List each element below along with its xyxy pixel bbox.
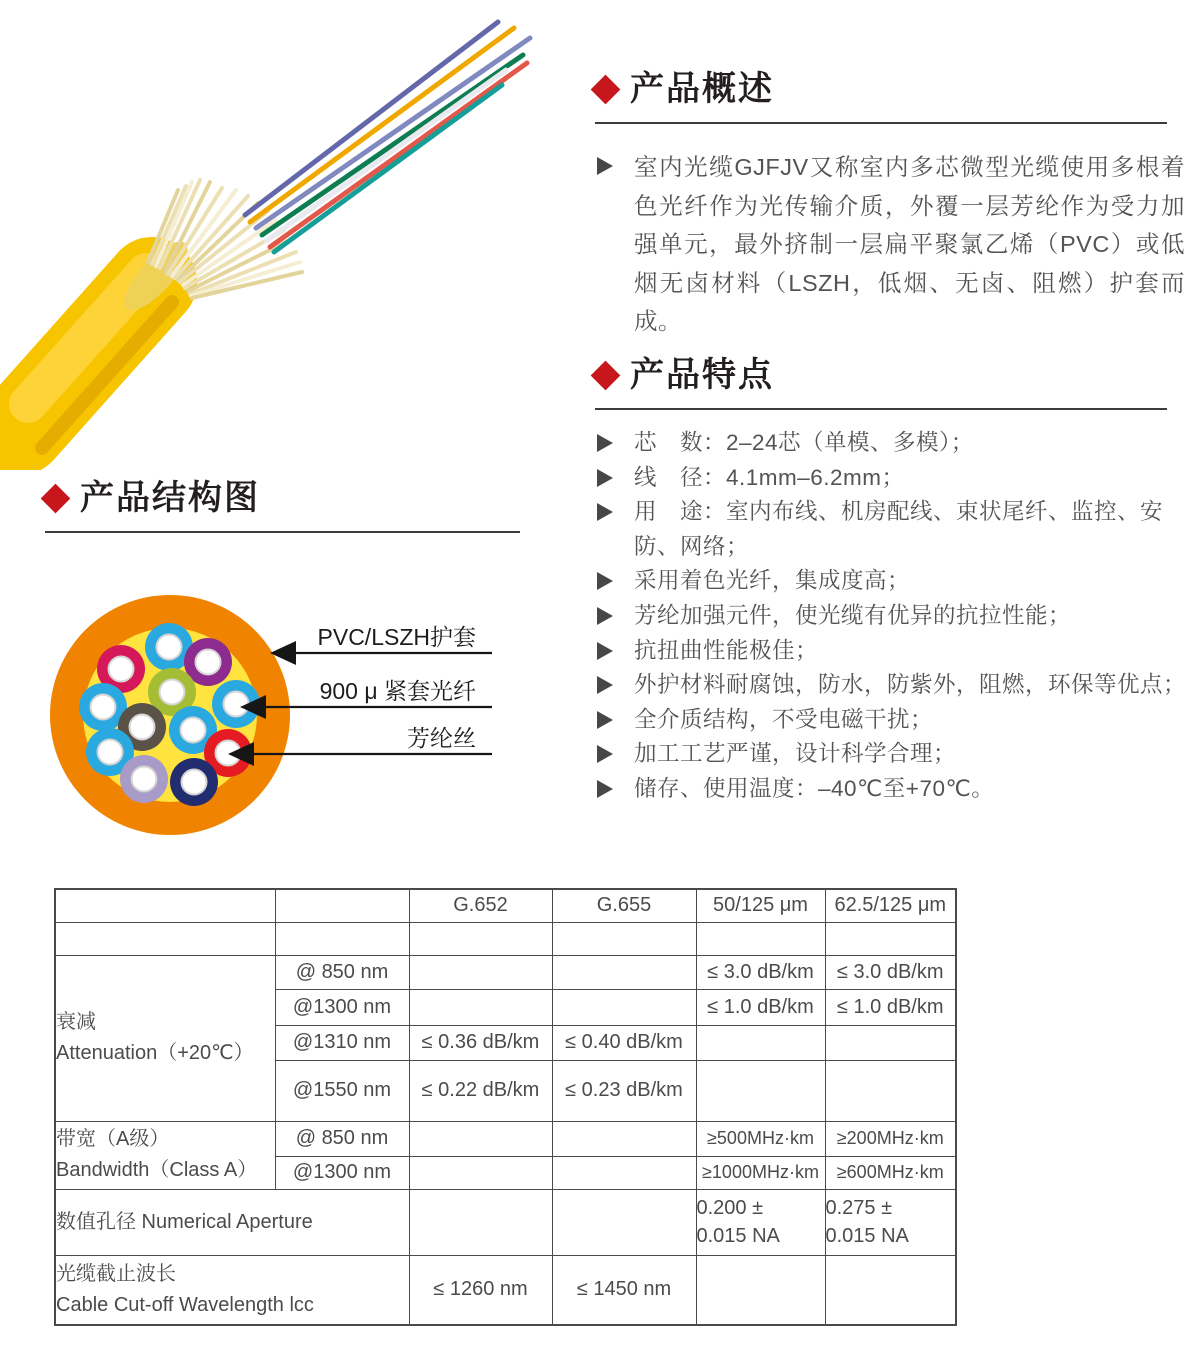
col-header-g655: G.655 (552, 889, 696, 922)
feature-item: 芯 数：2–24芯（单模、多模）； (597, 426, 1189, 461)
table-cell (696, 1060, 825, 1121)
feature-item: 芳纶加强元件，使光缆有优异的抗拉性能； (597, 599, 1189, 634)
table-cell (409, 989, 552, 1025)
fiber-strand (266, 70, 506, 241)
callout-label-jacket: PVC/LSZH护套 (317, 624, 476, 650)
feature-item: 抗扭曲性能极佳； (597, 634, 1189, 669)
fiber-core (132, 767, 157, 792)
fiber-core (196, 650, 221, 675)
triangle-bullet-icon (597, 780, 613, 798)
bandwidth-label-cell (55, 1121, 275, 1189)
condition-cell: @1300 nm (275, 989, 409, 1025)
table-cell (696, 922, 825, 955)
fiber-core (182, 770, 207, 795)
feature-item: 储存、使用温度：–40℃至+70℃。 (597, 772, 1189, 807)
value-cell: ≤ 3.0 dB/km (696, 955, 825, 989)
fiber-core (157, 635, 182, 660)
table-cell (696, 1025, 825, 1060)
structure-title: 产品结构图 (80, 479, 260, 517)
table-cell (552, 1121, 696, 1156)
callout-label-aramid: 芳纶丝 (407, 725, 476, 751)
overview-paragraph: 室内光缆GJFJV又称室内多芯微型光缆使用多根着色光纤作为光传输介质，外覆一层芳纶作为受力加强单元，最外挤制一层扁平聚氯乙烯（PVC）或低烟无卤材料（LSZH，低烟、无卤、阻燃）护套而成。 (634, 154, 1185, 334)
table-cell (552, 955, 696, 989)
table-row-header (55, 889, 956, 922)
structure-diagram (40, 560, 500, 890)
fiber-strand (256, 38, 530, 228)
triangle-bullet-icon (597, 745, 613, 763)
value-cell: ≥200MHz·km (825, 1121, 956, 1156)
fiber-strand (262, 55, 523, 235)
callout-label-tight-buffer-fiber: 900 μ 紧套光纤 (319, 678, 476, 704)
table-cell (696, 1255, 825, 1325)
table-cell (409, 1189, 552, 1255)
fiber-strand (270, 63, 527, 247)
attenuation-label-en: Attenuation（+20℃） (56, 1042, 254, 1064)
cutoff-label-zh: 光缆截止波长 (56, 1262, 176, 1285)
value-cell: ≤ 0.40 dB/km (552, 1025, 696, 1060)
table-cell (409, 1121, 552, 1156)
triangle-bullet-icon (597, 711, 613, 729)
feature-item: 用 途：室内布线、机房配线、束状尾纤、监控、安防、网络； (597, 495, 1189, 564)
attenuation-label-zh: 衰减 (56, 1011, 96, 1033)
triangle-bullet-icon (597, 469, 613, 487)
value-cell: ≤ 0.36 dB/km (409, 1025, 552, 1060)
overview-title: 产品概述 (630, 70, 774, 108)
attenuation-label-cell (55, 955, 275, 1121)
bandwidth-label-zh: 带宽（A级） (56, 1128, 170, 1150)
table-cell (552, 1156, 696, 1189)
value-cell: ≤ 0.23 dB/km (552, 1060, 696, 1121)
feature-item: 全介质结构，不受电磁干扰； (597, 703, 1189, 738)
feature-item: 线 径：4.1mm–6.2mm； (597, 461, 1189, 496)
feature-item: 加工工艺严谨，设计科学合理； (597, 737, 1189, 772)
value-cell: ≥1000MHz·km (696, 1156, 825, 1189)
table-row (55, 1189, 956, 1255)
table-cell (552, 1189, 696, 1255)
fiber-core (130, 715, 155, 740)
diamond-icon (41, 483, 71, 513)
fiber-core (181, 718, 206, 743)
value-cell: ≤ 3.0 dB/km (825, 955, 956, 989)
diamond-icon (591, 74, 621, 104)
fiber-core (98, 740, 123, 765)
bandwidth-label-en: Bandwidth（Class A） (56, 1159, 258, 1181)
value-cell: ≤ 1.0 dB/km (825, 989, 956, 1025)
na-value-line: 0.275 ± (825, 1197, 893, 1219)
callout-jacket (270, 624, 492, 665)
triangle-bullet-icon (597, 676, 613, 694)
table-row-spacer (55, 922, 956, 955)
col-header-g652: G.652 (409, 889, 552, 922)
cutoff-label-cell (55, 1255, 409, 1325)
value-cell: ≤ 1450 nm (552, 1255, 696, 1325)
features-section-header (595, 358, 1167, 410)
feature-item: 采用着色光纤，集成度高； (597, 564, 1189, 599)
fiber-core (224, 692, 249, 717)
table-cell (409, 1156, 552, 1189)
specs-table (54, 888, 957, 1326)
table-cell (55, 889, 275, 922)
structure-section-header (45, 481, 520, 533)
numerical-aperture-label-cell: 数值孔径 Numerical Aperture (55, 1189, 409, 1255)
value-cell: ≤ 0.22 dB/km (409, 1060, 552, 1121)
table-cell (552, 989, 696, 1025)
triangle-bullet-icon (597, 503, 613, 521)
fiber-strand (250, 28, 514, 222)
overview-paragraph-row (597, 148, 1185, 341)
table-cell (409, 922, 552, 955)
na-value-line: 0.200 ± (696, 1197, 764, 1219)
fiber-core (160, 680, 185, 705)
condition-cell: @1550 nm (275, 1060, 409, 1121)
triangle-bullet-icon (597, 642, 613, 660)
value-cell: ≥500MHz·km (696, 1121, 825, 1156)
table-cell (55, 922, 275, 955)
condition-cell: @ 850 nm (275, 1121, 409, 1156)
table-cell (552, 922, 696, 955)
diamond-icon (591, 360, 621, 390)
fiber-strands (245, 22, 530, 252)
table-cell (275, 922, 409, 955)
triangle-bullet-icon (597, 572, 613, 590)
value-cell: ≤ 1.0 dB/km (696, 989, 825, 1025)
value-cell (825, 1189, 956, 1255)
cutoff-label-en: Cable Cut-off Wavelength lcc (56, 1293, 314, 1316)
value-cell (696, 1189, 825, 1255)
table-cell (825, 922, 956, 955)
fiber-core (109, 657, 134, 682)
table-cell (825, 1025, 956, 1060)
cable-photo (0, 0, 560, 470)
overview-section-header (595, 72, 1167, 124)
na-value-line: 0.015 NA (825, 1225, 909, 1247)
table-cell (275, 889, 409, 922)
condition-cell: @ 850 nm (275, 955, 409, 989)
col-header-50-125: 50/125 μm (696, 889, 825, 922)
table-row (55, 1121, 956, 1156)
table-row (55, 1255, 956, 1325)
triangle-bullet-icon (597, 434, 613, 452)
value-cell: ≤ 1260 nm (409, 1255, 552, 1325)
triangle-bullet-icon (597, 607, 613, 625)
triangle-bullet-icon (597, 157, 613, 175)
condition-cell: @1300 nm (275, 1156, 409, 1189)
value-cell: ≥600MHz·km (825, 1156, 956, 1189)
table-row (55, 955, 956, 989)
features-title: 产品特点 (630, 356, 774, 394)
col-header-62-125: 62.5/125 μm (825, 889, 956, 922)
table-cell (825, 1060, 956, 1121)
na-value-line: 0.015 NA (696, 1225, 780, 1247)
table-cell (825, 1255, 956, 1325)
features-list (597, 426, 1189, 807)
fiber-core (91, 695, 116, 720)
condition-cell: @1310 nm (275, 1025, 409, 1060)
table-cell (409, 955, 552, 989)
feature-item: 外护材料耐腐蚀，防水，防紫外，阻燃，环保等优点； (597, 668, 1189, 703)
